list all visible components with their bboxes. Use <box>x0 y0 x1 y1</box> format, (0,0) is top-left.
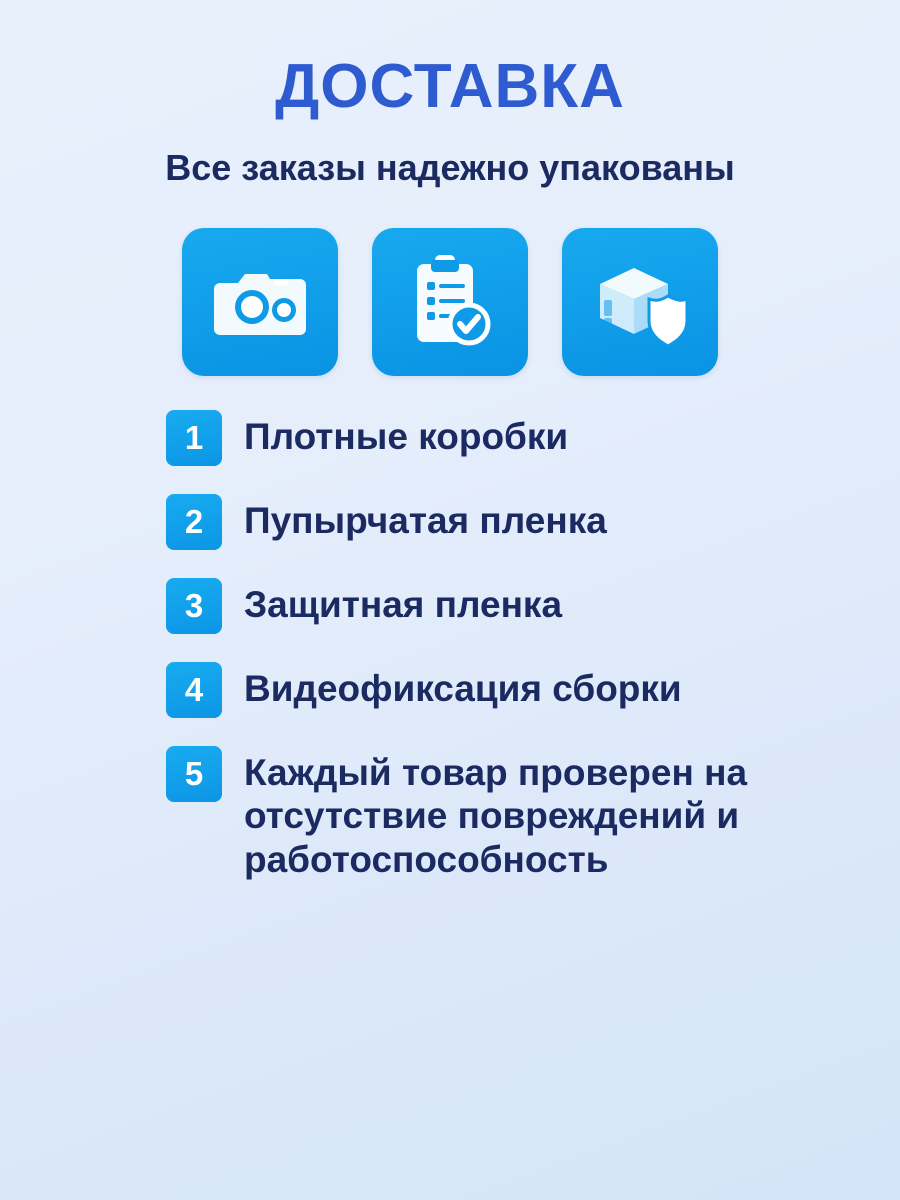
camera-icon <box>212 263 308 341</box>
steps-list <box>70 410 830 882</box>
clipboard-icon-tile <box>372 228 528 376</box>
step-label: Пупырчатая пленка <box>244 499 607 541</box>
step-number-badge: 4 <box>166 662 222 718</box>
step-label: Видеофиксация сборки <box>244 667 682 709</box>
list-item <box>166 662 830 718</box>
camera-icon-tile <box>182 228 338 376</box>
page-subtitle: Все заказы надежно упакованы <box>165 147 735 188</box>
box-shield-icon <box>590 256 690 348</box>
step-label: Защитная пленка <box>244 583 563 625</box>
icon-row <box>182 228 718 376</box>
step-number-badge: 1 <box>166 410 222 466</box>
list-item <box>166 410 830 466</box>
clipboard-check-icon <box>407 252 493 352</box>
list-item <box>166 494 830 550</box>
step-label: Плотные коробки <box>244 415 569 457</box>
page-title: ДОСТАВКА <box>275 52 625 121</box>
step-label: Каждый товар проверен на отсутствие повреждений и работоспособность <box>244 751 748 880</box>
step-number-badge: 3 <box>166 578 222 634</box>
list-item <box>166 578 830 634</box>
step-number-badge: 2 <box>166 494 222 550</box>
step-number-badge: 5 <box>166 746 222 802</box>
list-item <box>166 746 830 882</box>
box-icon-tile <box>562 228 718 376</box>
